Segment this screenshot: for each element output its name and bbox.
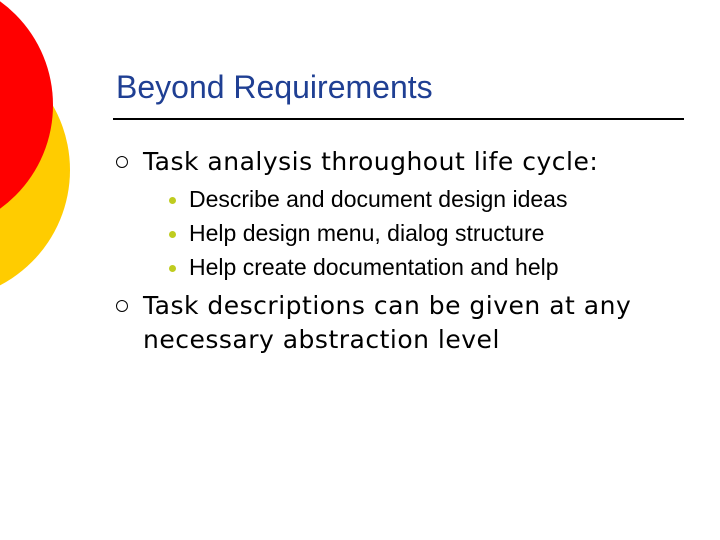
slide-title: Beyond Requirements	[116, 69, 433, 105]
bullet-item	[116, 289, 706, 357]
dot-bullet-icon	[169, 197, 176, 204]
dot-bullet-icon	[169, 265, 176, 272]
bullet-text: Task descriptions can be given at any necessary abstraction level	[143, 291, 632, 354]
sub-bullet-item	[116, 250, 706, 284]
sub-bullet-text: Describe and document design ideas	[189, 186, 568, 212]
sub-bullet-text: Help design menu, dialog structure	[189, 220, 545, 246]
sub-bullet-list	[116, 182, 706, 284]
dot-bullet-icon	[169, 231, 176, 238]
hollow-circle-bullet-icon	[116, 300, 128, 312]
hollow-circle-bullet-icon	[116, 156, 128, 168]
decorative-circles	[0, 0, 120, 300]
bullet-list	[116, 145, 706, 357]
sub-bullet-item	[116, 216, 706, 250]
bullet-text: Task analysis throughout life cycle:	[143, 147, 599, 176]
sub-bullet-text: Help create documentation and help	[189, 254, 559, 280]
bullet-item	[116, 145, 706, 179]
title-underline	[113, 118, 684, 120]
sub-bullet-item	[116, 182, 706, 216]
